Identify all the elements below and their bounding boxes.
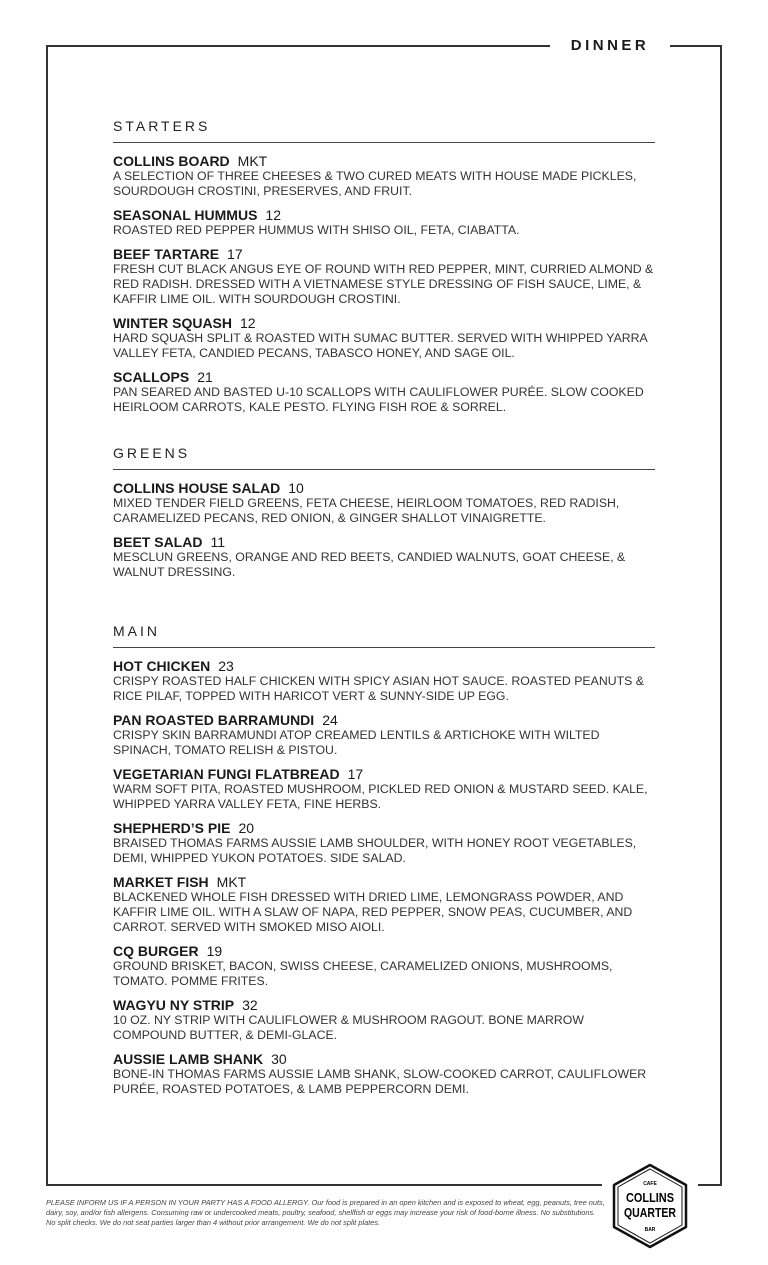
menu-item-name: HOT CHICKEN bbox=[113, 658, 211, 674]
menu-item-price: 20 bbox=[238, 820, 255, 836]
menu-section-starters bbox=[113, 118, 655, 415]
logo-bar: BAR bbox=[644, 1227, 656, 1233]
menu-item-name: COLLINS BOARD bbox=[113, 153, 230, 169]
menu-item bbox=[113, 480, 655, 526]
menu-item bbox=[113, 820, 655, 866]
menu-item-description: MESCLUN GREENS, ORANGE AND RED BEETS, CANDIED WALNUTS, GOAT CHEESE, & WALNUT DRESSING. bbox=[113, 550, 626, 579]
menu-item-price: 12 bbox=[265, 207, 281, 223]
section-header: STARTERS bbox=[113, 118, 655, 143]
menu-item-heading bbox=[113, 766, 655, 782]
menu-item-name: BEEF TARTARE bbox=[113, 246, 220, 262]
menu-item-price: 23 bbox=[218, 658, 234, 674]
menu-item bbox=[113, 943, 655, 989]
menu-item-description: MIXED TENDER FIELD GREENS, FETA CHEESE, HEIRLOOM TOMATOES, RED RADISH, CARAMELIZED PECANS, RED ONION, & GINGER SHALLOT VINAIGRETTE. bbox=[113, 496, 620, 525]
menu-item-price: 17 bbox=[227, 246, 243, 262]
menu-item-name: COLLINS HOUSE SALAD bbox=[113, 480, 281, 496]
menu-section-greens bbox=[113, 445, 655, 580]
menu-content bbox=[113, 118, 655, 1105]
menu-item-price: 21 bbox=[197, 369, 213, 385]
collins-quarter-logo bbox=[608, 1163, 692, 1249]
menu-item-description: PAN SEARED AND BASTED U-10 SCALLOPS WITH CAULIFLOWER PURÉE. SLOW COOKED HEIRLOOM CARROTS, KALE PESTO. FLYING FISH ROE & SORREL. bbox=[113, 385, 644, 414]
allergy-disclaimer: PLEASE INFORM US IF A PERSON IN YOUR PARTY HAS A FOOD ALLERGY. Our food is prepared in an open kitchen and is exposed to wheat, egg, peanuts, tree nuts, dairy, soy, and/or fish allergens. Consuming raw or undercooked meats, poultry, seafood, shellfish or eggs may increase your risk of food-borne illness. No substitutions. No split checks. We do not seat parties larger than 4 without prior arrangement. We do not split plates. bbox=[46, 1198, 605, 1227]
menu-item-heading bbox=[113, 820, 655, 836]
menu-item-name: VEGETARIAN FUNGI FLATBREAD bbox=[113, 766, 340, 782]
menu-item-description: A SELECTION OF THREE CHEESES & TWO CURED MEATS WITH HOUSE MADE PICKLES, SOURDOUGH CROSTINI, PRESERVES, AND FRUIT. bbox=[113, 169, 637, 198]
logo-cafe: CAFE bbox=[643, 1181, 657, 1187]
menu-item-heading bbox=[113, 369, 655, 385]
menu-item-name: BEET SALAD bbox=[113, 534, 203, 550]
menu-item-heading bbox=[113, 480, 655, 496]
menu-item-description: FRESH CUT BLACK ANGUS EYE OF ROUND WITH RED PEPPER, MINT, CURRIED ALMOND & RED RADISH. DRESSED WITH A VIETNAMESE STYLE DRESSING OF FISH SAUCE, LIME, & KAFFIR LIME OIL. WITH SOURDOUGH CROSTINI. bbox=[113, 262, 654, 306]
menu-item-name: CQ BURGER bbox=[113, 943, 199, 959]
menu-item-price: MKT bbox=[216, 874, 247, 890]
menu-item bbox=[113, 658, 655, 704]
menu-item-price: 12 bbox=[240, 315, 256, 331]
menu-item-price: 17 bbox=[347, 766, 364, 782]
menu-section-main bbox=[113, 623, 655, 1097]
menu-item-name: WINTER SQUASH bbox=[113, 315, 232, 331]
menu-item-heading bbox=[113, 997, 655, 1013]
menu-item-heading bbox=[113, 153, 655, 169]
menu-item-description: GROUND BRISKET, BACON, SWISS CHEESE, CARAMELIZED ONIONS, MUSHROOMS, TOMATO. POMME FRITES. bbox=[113, 959, 613, 988]
menu-item bbox=[113, 1051, 655, 1097]
menu-item bbox=[113, 712, 655, 758]
logo-quarter: QUARTER bbox=[624, 1205, 677, 1220]
menu-item-price: 19 bbox=[206, 943, 223, 959]
menu-item-description: BLACKENED WHOLE FISH DRESSED WITH DRIED LIME, LEMONGRASS POWDER, AND KAFFIR LIME OIL. WITH A SLAW OF NAPA, RED PEPPER, SNOW PEAS, CUCUMBER, AND CARROT. SERVED WITH SMOKED MISO AIOLI. bbox=[113, 890, 633, 934]
section-header: MAIN bbox=[113, 623, 655, 648]
menu-item-name: MARKET FISH bbox=[113, 874, 209, 890]
menu-item-description: BRAISED THOMAS FARMS AUSSIE LAMB SHOULDER, WITH HONEY ROOT VEGETABLES, DEMI, WHIPPED YUKON POTATOES. SIDE SALAD. bbox=[113, 836, 637, 865]
menu-item bbox=[113, 315, 655, 361]
menu-item bbox=[113, 207, 655, 238]
menu-item-description: 10 OZ. NY STRIP WITH CAULIFLOWER & MUSHROOM RAGOUT. BONE MARROW COMPOUND BUTTER, & DEMI-GLACE. bbox=[113, 1013, 584, 1042]
menu-item-description: BONE-IN THOMAS FARMS AUSSIE LAMB SHANK, SLOW-COOKED CARROT, CAULIFLOWER PURÉE, ROASTED POTATOES, & LAMB PEPPERCORN DEMI. bbox=[113, 1067, 647, 1096]
logo-collins: COLLINS bbox=[626, 1190, 675, 1205]
menu-item-description: HARD SQUASH SPLIT & ROASTED WITH SUMAC BUTTER. SERVED WITH WHIPPED YARRA VALLEY FETA, CANDIED PECANS, TABASCO HONEY, AND SAGE OIL. bbox=[113, 331, 648, 360]
divider bbox=[698, 1184, 722, 1186]
menu-item bbox=[113, 534, 655, 580]
menu-item bbox=[113, 766, 655, 812]
menu-item-price: 11 bbox=[210, 534, 225, 550]
menu-item-price: 10 bbox=[288, 480, 304, 496]
menu-item bbox=[113, 997, 655, 1043]
menu-item-heading bbox=[113, 315, 655, 331]
menu-item-heading bbox=[113, 943, 655, 959]
menu-item-heading bbox=[113, 712, 655, 728]
menu-item-heading bbox=[113, 534, 655, 550]
divider bbox=[46, 1184, 602, 1186]
menu-item-heading bbox=[113, 874, 655, 890]
menu-item-description: WARM SOFT PITA, ROASTED MUSHROOM, PICKLED RED ONION & MUSTARD SEED. KALE, WHIPPED YARRA VALLEY FETA, FINE HERBS. bbox=[113, 782, 648, 811]
menu-item bbox=[113, 153, 655, 199]
menu-item-price: 32 bbox=[242, 997, 258, 1013]
menu-item-price: 24 bbox=[322, 712, 338, 728]
menu-item-name: SCALLOPS bbox=[113, 369, 190, 385]
divider bbox=[46, 45, 550, 47]
menu-item-price: 30 bbox=[271, 1051, 287, 1067]
menu-item-name: PAN ROASTED BARRAMUNDI bbox=[113, 712, 315, 728]
menu-item-heading bbox=[113, 658, 655, 674]
menu-item-name: SHEPHERD’S PIE bbox=[113, 820, 231, 836]
section-header: GREENS bbox=[113, 445, 655, 470]
menu-item-description: CRISPY ROASTED HALF CHICKEN WITH SPICY ASIAN HOT SAUCE. ROASTED PEANUTS & RICE PILAF, TOPPED WITH HARICOT VERT & SUNNY-SIDE UP EGG. bbox=[113, 674, 644, 703]
menu-item-heading bbox=[113, 246, 655, 262]
menu-item-heading bbox=[113, 207, 655, 223]
menu-item-name: SEASONAL HUMMUS bbox=[113, 207, 258, 223]
divider bbox=[670, 45, 722, 47]
menu-item bbox=[113, 246, 655, 307]
menu-item-description: ROASTED RED PEPPER HUMMUS WITH SHISO OIL, FETA, CIABATTA. bbox=[113, 223, 520, 237]
menu-item bbox=[113, 369, 655, 415]
menu-item-heading bbox=[113, 1051, 655, 1067]
menu-item-name: WAGYU NY STRIP bbox=[113, 997, 235, 1013]
menu-title: DINNER bbox=[570, 37, 650, 54]
menu-item-description: CRISPY SKIN BARRAMUNDI ATOP CREAMED LENTILS & ARTICHOKE WITH WILTED SPINACH, TOMATO RELISH & PISTOU. bbox=[113, 728, 600, 757]
menu-item-name: AUSSIE LAMB SHANK bbox=[113, 1051, 264, 1067]
menu-item bbox=[113, 874, 655, 935]
menu-item-price: MKT bbox=[237, 153, 268, 169]
